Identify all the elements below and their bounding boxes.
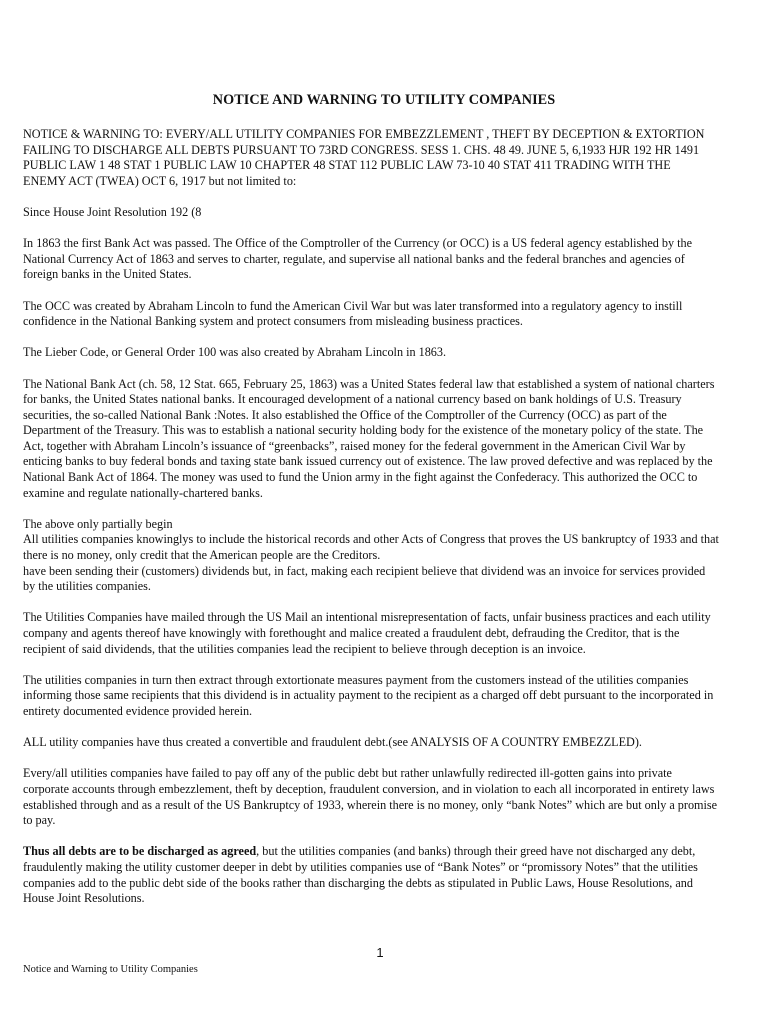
document-title: NOTICE AND WARNING TO UTILITY COMPANIES xyxy=(212,92,556,108)
body-paragraph xyxy=(23,299,747,330)
paragraph-line: there is no money, only credit that the American people are the Creditors. xyxy=(23,548,381,563)
closing-paragraph xyxy=(23,844,747,906)
body-paragraph xyxy=(23,345,747,361)
body-paragraph xyxy=(23,127,747,189)
paragraph-line: PUBLIC LAW 1 48 STAT 1 PUBLIC LAW 10 CHAPTER 48 STAT 112 PUBLIC LAW 73-10 40 STAT 411 TRADING WITH THE xyxy=(23,158,671,173)
paragraph-line: corporate accounts through embezzlement, theft by deception, fraudulent conversion, and in violation to each all incorporated in entirety laws xyxy=(23,781,715,796)
paragraph-line: have been sending their (customers) dividends but, in fact, making each recipient believe that dividend was an invoice for services provided xyxy=(23,563,706,578)
body-paragraph xyxy=(23,735,747,751)
paragraph-line: examine and regulate nationally-chartered banks. xyxy=(23,485,263,500)
paragraph-line: The OCC was created by Abraham Lincoln to fund the American Civil War but was later transformed into a regulatory agency to instill xyxy=(23,298,683,313)
paragraph-line: ENEMY ACT (TWEA) OCT 6, 1917 but not limited to: xyxy=(23,173,297,188)
paragraph-line: informing those same recipients that this dividend is in actuality payment to the recipient as a charged off debt pursuant to the incorporated in xyxy=(23,688,714,703)
paragraph-line: to pay. xyxy=(23,813,56,828)
paragraph-line: Since House Joint Resolution 192 (8 xyxy=(23,204,202,219)
paragraph-line: entirety documented evidence provided herein. xyxy=(23,703,253,718)
paragraph-line: recipient of said dividends, that the utilities companies lead the recipient to believe through deception is an invoice. xyxy=(23,641,586,656)
body-paragraph xyxy=(23,673,747,720)
body-paragraph xyxy=(23,766,747,828)
paragraph-line: foreign banks in the United States. xyxy=(23,267,192,282)
paragraph-line: securities, the so-called National Bank :Notes. It also established the Office of the Comptroller of the Currency (OCC) as part of the xyxy=(23,407,667,422)
paragraph-line: company and agents thereof have knowingly with forethought and malice created a fraudulent debt, defrauding the Creditor, that is the xyxy=(23,626,680,640)
body-paragraph xyxy=(23,377,747,502)
paragraph-line: FAILING TO DISCHARGE ALL DEBTS PURSUANT TO 73RD CONGRESS. SESS 1. CHS. 48 49. JUNE 5, 6,1933 HJR 192 HR 1491 xyxy=(23,142,700,157)
paragraph-line: The Lieber Code, or General Order 100 was also created by Abraham Lincoln in 1863. xyxy=(23,345,447,360)
page-number: 1 xyxy=(376,945,384,960)
lead-rest: , but the utilities companies (and banks) through their greed have not discharged any debt, xyxy=(256,844,696,859)
body-paragraph xyxy=(23,236,747,283)
bold-lead: Thus all debts are to be discharged as agreed xyxy=(23,844,257,859)
paragraph-line: Every/all utilities companies have failed to pay off any of the public debt but rather unlawfully redirected ill-gotten gains into private xyxy=(23,766,672,781)
paragraph-line xyxy=(23,844,747,860)
paragraph-line: Department of the Treasury. This was to establish a national security holding body for the existence of the monetary policy of the state. The xyxy=(23,423,704,438)
paragraph-line: enticing banks to buy federal bonds and taxing state bank issued currency out of existence. The law proved defective and was replaced by the xyxy=(23,454,713,469)
paragraph-line: House Joint Resolutions. xyxy=(23,891,145,906)
body-paragraph xyxy=(23,205,747,221)
page-footer: Notice and Warning to Utility Companies xyxy=(23,964,198,975)
paragraph-line: for banks, the United States national banks. It encouraged development of a national currency based on bank holdings of U.S. Treasury xyxy=(23,392,682,407)
paragraph-line: Act, together with Abraham Lincoln’s issuance of “greenbacks”, raised money for the federal government in the American Civil War by xyxy=(23,438,686,453)
paragraph-line: established through and as a result of the US Bankruptcy of 1933, wherein there is no money, only “bank Notes” which are but only a promise xyxy=(23,797,718,812)
paragraph-line: The Utilities Companies have mailed through the US Mail an intentional misrepresentation of facts, unfair business practices and each utility xyxy=(23,610,711,625)
paragraph-line: In 1863 the first Bank Act was passed. The Office of the Comptroller of the Currency (or OCC) is a US federal agency established by the xyxy=(23,236,693,251)
paragraph-line: ALL utility companies have thus created a convertible and fraudulent debt.(see ANALYSIS OF A COUNTRY EMBEZZLED). xyxy=(23,735,642,750)
body-paragraph xyxy=(23,517,747,595)
body-paragraph xyxy=(23,610,747,657)
paragraph-line: National Currency Act of 1863 and serves to charter, regulate, and supervise all national banks and the federal branches and agencies of xyxy=(23,251,685,266)
paragraph-line: by the utilities companies. xyxy=(23,579,151,594)
paragraph-line: The National Bank Act (ch. 58, 12 Stat. 665, February 25, 1863) was a United States federal law that established a system of national charters xyxy=(23,376,715,391)
paragraph-line: All utilities companies knowinglys to include the historical records and other Acts of Congress that proves the US bankruptcy of 1933 and that xyxy=(23,532,719,547)
paragraph-line: fraudulently making the utility customer deeper in debt by utilities companies use of “Bank Notes” or “promissory Notes” that the utilities xyxy=(23,859,698,874)
paragraph-line: The utilities companies in turn then extract through extortionate measures payment from the customers instead of the utilities companies xyxy=(23,672,689,687)
paragraph-line: confidence in the National Banking system and protect consumers from misleading business practices. xyxy=(23,314,523,329)
paragraph-line: NOTICE & WARNING TO: EVERY/ALL UTILITY COMPANIES FOR EMBEZZLEMENT , THEFT BY DECEPTION & EXTORTION xyxy=(23,127,705,141)
paragraph-line: companies add to the public debt side of the books rather than discharging the debts as stipulated in Public Laws, House Resolutions, and xyxy=(23,875,693,890)
paragraph-line: National Bank Act of 1864. The money was used to fund the Union army in the fight against the Confederacy. This authorized the OCC to xyxy=(23,470,698,485)
document-body xyxy=(23,127,747,922)
paragraph-line: The above only partially begin xyxy=(23,516,173,531)
